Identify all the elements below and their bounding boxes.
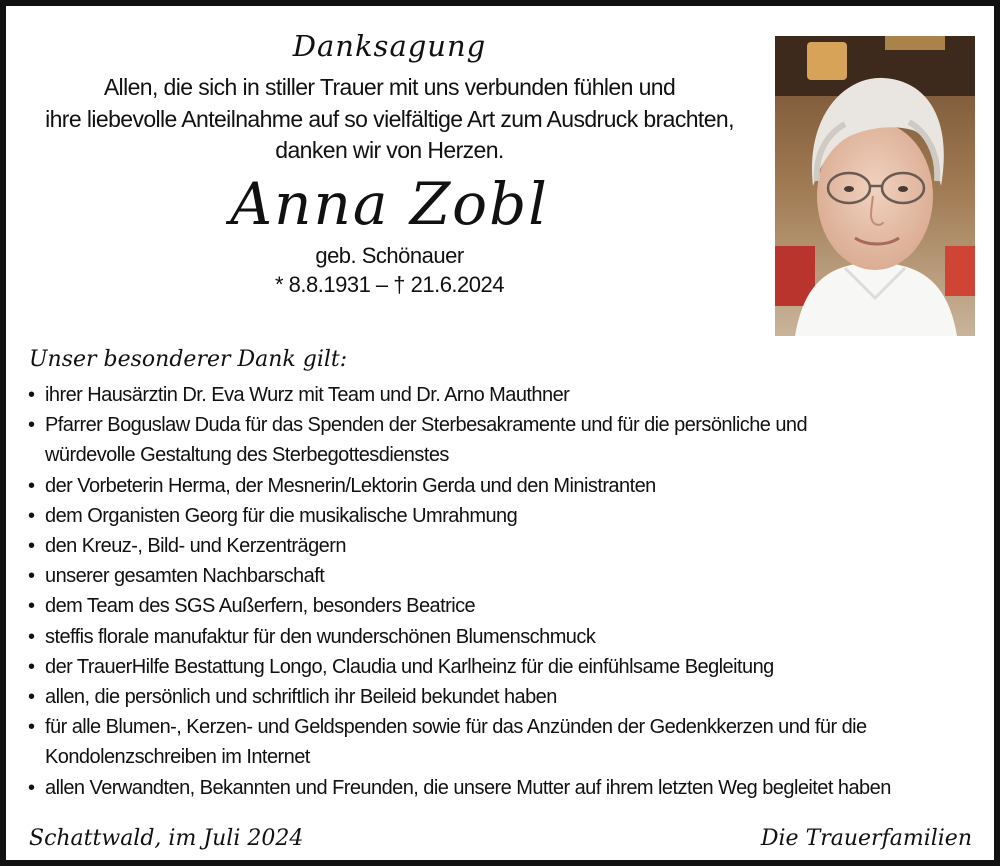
bullet-icon: • <box>28 474 35 497</box>
bullet-icon: • <box>28 384 35 406</box>
list-item: • dem Team des SGS Außerfern, besonders Beatrice <box>28 591 978 621</box>
list-item: • Pfarrer Boguslaw Duda für das Spenden der Sterbesakramente und für die persönliche und würdevolle Gestaltung des Sterbegottesdienstes <box>28 410 978 470</box>
list-heading: Unser besonderer Dank gilt: <box>29 347 348 372</box>
list-item: • allen Verwandten, Bekannten und Freunden, die unsere Mutter auf ihrem letzten Weg begleitet haben <box>28 773 978 803</box>
portrait-illustration <box>775 36 975 336</box>
bullet-icon: • <box>28 655 35 678</box>
portrait-photo <box>775 36 975 336</box>
bullet-icon: • <box>28 414 35 437</box>
thanks-list <box>28 380 978 803</box>
list-item: • der Vorbeterin Herma, der Mesnerin/Lektorin Gerda und den Ministranten <box>28 471 978 501</box>
bullet-icon: • <box>28 686 35 709</box>
notice-title: Danksagung <box>292 29 487 63</box>
list-item: • den Kreuz-, Bild- und Kerzenträgern <box>28 531 978 561</box>
header <box>12 26 767 299</box>
bullet-icon: • <box>28 716 35 739</box>
signature: Die Trauerfamilien <box>760 826 972 851</box>
place-date: Schattwald, im Juli 2024 <box>29 826 304 851</box>
list-item: • für alle Blumen-, Kerzen- und Geldspenden sowie für das Anzünden der Gedenkkerzen und für die Kondolenzschreiben im Internet <box>28 712 978 772</box>
bullet-icon: • <box>28 504 35 527</box>
list-item: • ihrer Hausärztin Dr. Eva Wurz mit Team und Dr. Arno Mauthner <box>28 380 978 410</box>
list-item: • der TrauerHilfe Bestattung Longo, Claudia und Karlheinz für die einfühlsame Begleitung <box>28 652 978 682</box>
bullet-icon: • <box>28 776 35 799</box>
list-item: • steffis florale manufaktur für den wunderschönen Blumenschmuck <box>28 622 978 652</box>
bullet-icon: • <box>28 535 35 558</box>
list-item: • unserer gesamten Nachbarschaft <box>28 561 978 591</box>
thanks-text <box>12 72 767 167</box>
deceased-name: Anna Zobl <box>230 169 549 238</box>
life-dates: * 8.8.1931 – † 21.6.2024 <box>275 271 504 297</box>
thanks-line: danken wir von Herzen. <box>275 137 504 163</box>
thanks-line: ihre liebevolle Anteilnahme auf so vielfältige Art zum Ausdruck brachten, <box>45 105 734 132</box>
bullet-icon: • <box>28 625 35 648</box>
bullet-icon: • <box>28 565 35 588</box>
bullet-icon: • <box>28 595 35 618</box>
list-item: • dem Organisten Georg für die musikalische Umrahmung <box>28 501 978 531</box>
thanks-line: Allen, die sich in stiller Trauer mit uns verbunden fühlen und <box>103 74 676 100</box>
list-item: • allen, die persönlich und schriftlich ihr Beileid bekundet haben <box>28 682 978 712</box>
birth-name: geb. Schönauer <box>315 242 464 268</box>
